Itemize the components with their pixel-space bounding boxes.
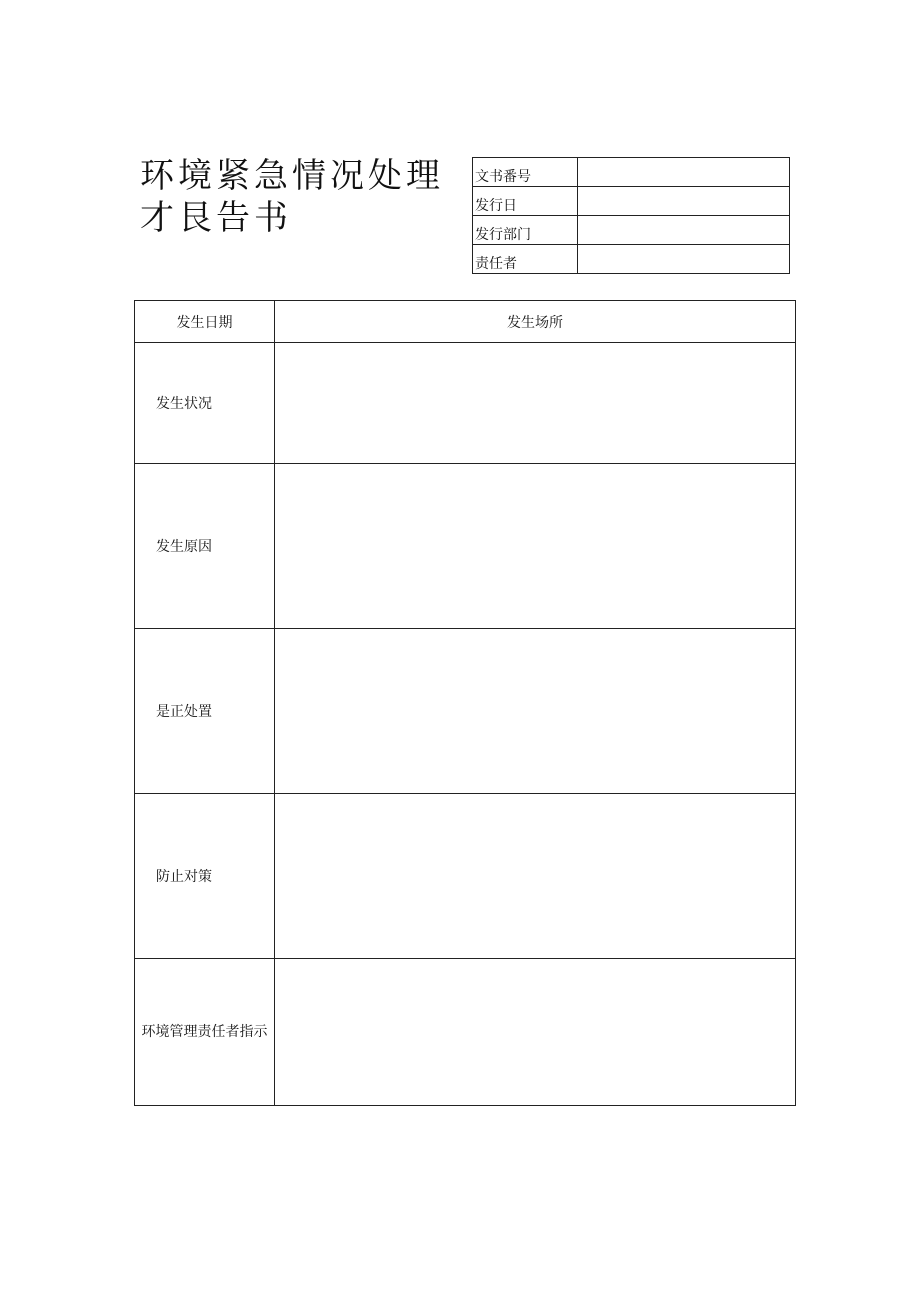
situation-label: 发生状况 bbox=[135, 343, 275, 464]
prevention-label: 防止对策 bbox=[135, 794, 275, 959]
corrective-action-label: 是正处置 bbox=[135, 629, 275, 794]
report-header-row bbox=[135, 301, 796, 343]
meta-value-issuing-department[interactable] bbox=[578, 216, 790, 245]
meta-row-responsible-person bbox=[473, 245, 790, 274]
manager-instruction-label: 环境管理责任者指示 bbox=[135, 959, 275, 1106]
report-row-situation bbox=[135, 343, 796, 464]
meta-value-doc-number[interactable] bbox=[578, 158, 790, 187]
meta-label-doc-number: 文书番号 bbox=[473, 158, 578, 187]
report-table bbox=[134, 300, 796, 1106]
meta-row-doc-number bbox=[473, 158, 790, 187]
report-row-manager-instruction bbox=[135, 959, 796, 1106]
occurrence-place-header: 发生场所 bbox=[275, 301, 796, 343]
meta-value-responsible-person[interactable] bbox=[578, 245, 790, 274]
situation-field[interactable] bbox=[275, 343, 796, 464]
cause-label: 发生原因 bbox=[135, 464, 275, 629]
meta-label-responsible-person: 责任者 bbox=[473, 245, 578, 274]
meta-value-issue-date[interactable] bbox=[578, 187, 790, 216]
corrective-action-field[interactable] bbox=[275, 629, 796, 794]
prevention-field[interactable] bbox=[275, 794, 796, 959]
manager-instruction-field[interactable] bbox=[275, 959, 796, 1106]
meta-row-issuing-department bbox=[473, 216, 790, 245]
report-row-cause bbox=[135, 464, 796, 629]
meta-label-issue-date: 发行日 bbox=[473, 187, 578, 216]
document-title: 环境紧急情况处理才艮告书 bbox=[140, 156, 444, 238]
occurrence-date-header: 发生日期 bbox=[135, 301, 275, 343]
document-meta-table bbox=[472, 157, 790, 274]
meta-label-issuing-department: 发行部门 bbox=[473, 216, 578, 245]
meta-row-issue-date bbox=[473, 187, 790, 216]
report-row-prevention bbox=[135, 794, 796, 959]
cause-field[interactable] bbox=[275, 464, 796, 629]
report-row-corrective-action bbox=[135, 629, 796, 794]
